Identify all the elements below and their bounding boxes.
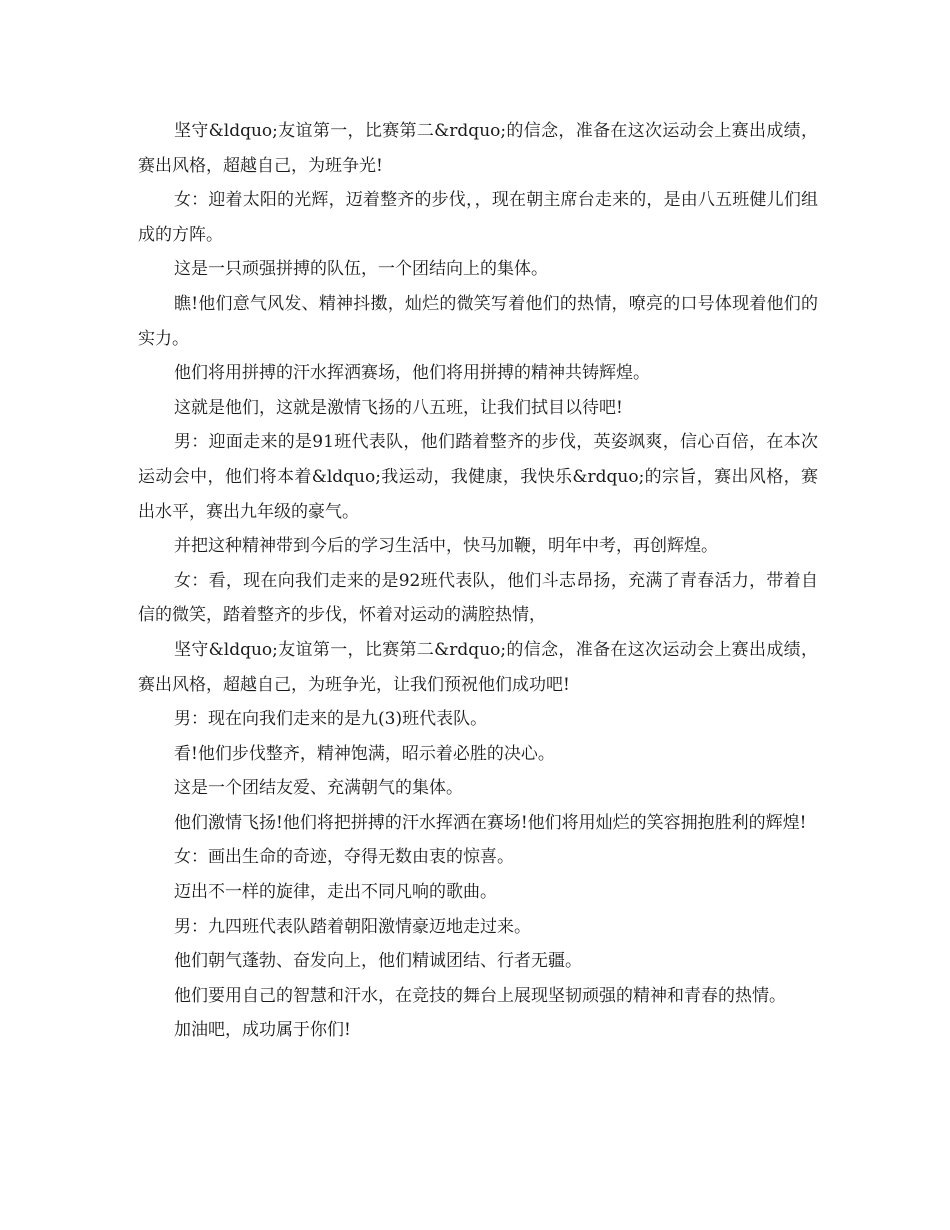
paragraph: 加油吧，成功属于你们! (174, 1020, 351, 1041)
paragraph: 坚守&ldquo;友谊第一，比赛第二&rdquo;的信念，准备在这次运动会上赛出成绩，赛出风格，超越自己，为班争光! (138, 121, 818, 176)
paragraph: 女：看，现在向我们走来的是92班代表队，他们斗志昂扬，充满了青春活力，带着自信的微笑，踏着整齐的步伐，怀着对运动的满腔热情， (138, 570, 818, 626)
paragraph: 瞧!他们意气风发、精神抖擞，灿烂的微笑写着他们的热情，嘹亮的口号体现着他们的实力。 (138, 293, 818, 349)
paragraph: 并把这种精神带到今后的学习生活中，快马加鞭，明年中考，再创辉煌。 (174, 536, 718, 557)
paragraph: 看!他们步伐整齐，精神饱满，昭示着必胜的决心。 (174, 743, 555, 764)
paragraph: 他们激情飞扬!他们将把拼搏的汗水挥洒在赛场!他们将用灿烂的笑容拥抱胜利的辉煌! (174, 812, 807, 833)
paragraph: 男：迎面走来的是91班代表队，他们踏着整齐的步伐，英姿飒爽，信心百倍，在本次运动会中，他们将本着&ldquo;我运动，我健康，我快乐&rdquo;的宗旨，赛出风格，赛出水平，赛出九年级的豪气。 (138, 432, 818, 522)
paragraph: 女：画出生命的奇迹，夺得无数由衷的惊喜。 (174, 847, 514, 868)
paragraph: 男：九四班代表队踏着朝阳激情豪迈地走过来。 (174, 916, 531, 937)
paragraph: 这是一只顽强拼搏的队伍，一个团结向上的集体。 (174, 259, 548, 280)
paragraph: 他们朝气蓬勃、奋发向上，他们精诚团结、行者无疆。 (174, 951, 582, 972)
paragraph: 他们将用拼搏的汗水挥洒赛场，他们将用拼搏的精神共铸辉煌。 (174, 363, 650, 384)
document-body (138, 114, 818, 1048)
paragraph: 他们要用自己的智慧和汗水，在竞技的舞台上展现坚韧顽强的精神和青春的热情。 (174, 985, 786, 1006)
paragraph: 男：现在向我们走来的是九(3)班代表队。 (174, 709, 488, 730)
paragraph: 迈出不一样的旋律，走出不同凡响的歌曲。 (174, 882, 497, 903)
paragraph: 这是一个团结友爱、充满朝气的集体。 (174, 778, 463, 799)
paragraph: 这就是他们，这就是激情飞扬的八五班，让我们拭目以待吧! (174, 397, 623, 418)
paragraph: 女：迎着太阳的光辉，迈着整齐的步伐，，现在朝主席台走来的，是由八五班健儿们组成的方阵。 (138, 190, 818, 245)
paragraph: 坚守&ldquo;友谊第一，比赛第二&rdquo;的信念，准备在这次运动会上赛出成绩，赛出风格，超越自己，为班争光，让我们预祝他们成功吧! (138, 639, 818, 695)
